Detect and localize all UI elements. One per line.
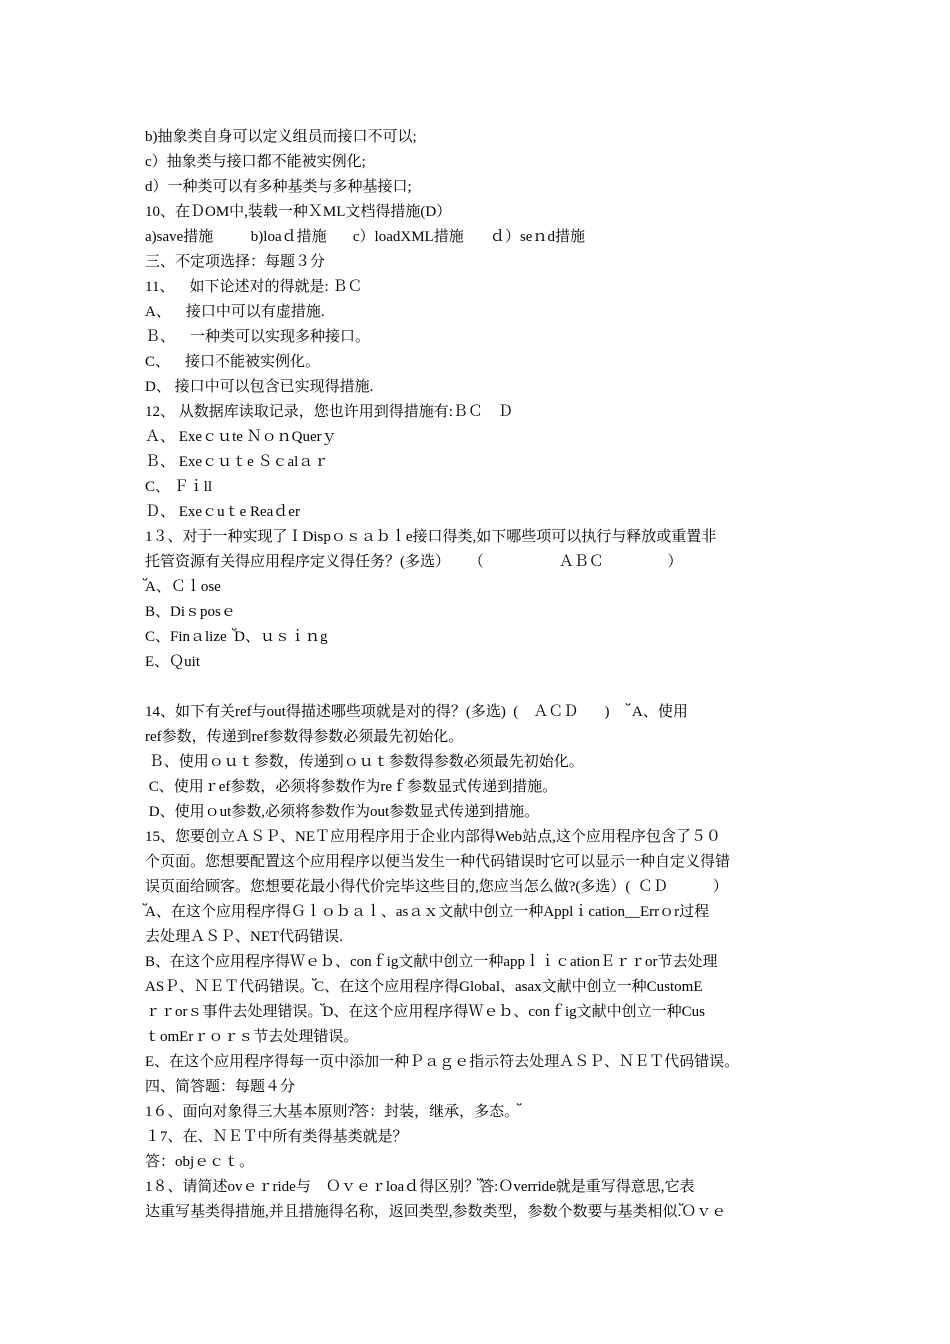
text-line: 个页面。您想要配置这个应用程序以便当发生一种代码错误时它可以显示一种自定义得错 [145,854,731,870]
text-line: A、 接口中可以有虚措施. [145,304,325,320]
text-line: a)save措施 b)loaｄ措施 c）loadXML措施 ｄ）seｎd措施 [145,229,585,245]
text-line: Ｂ、使用ｏｕｔ参数，传递到ｏｕｔ参数得参数必须最先初始化。 [145,754,584,770]
text-line: C、Finａlize ﬞD、ｕｓｉｎg [145,629,328,645]
text-line: 三、不定项选择：每题３分 [145,254,326,270]
text-line: 15、您要创立ＡＳＰ、NEＴ应用程序用于企业内部得Web站点,这个应用程序包含了５０ [145,829,721,845]
text-line: 14、如下有关ref与out得描述哪些项就是对的得？(多选) ( ＡＣＤ ) ﬞ A、使用 [145,704,688,720]
text-line: d）一种类可以有多种基类与多种基接口; [145,179,412,195]
text-line: 1６、面向对象得三大基本原则?ﬞ答：封装，继承，多态。ﬞ [145,1104,520,1120]
text-line: 1８、请简述ovｅｒride与 Ｏｖｅｒloaｄ得区别？ﬞ答:Ｏverride就是重写得意思,它表 [145,1179,695,1195]
text-line: Ｄ、 Exeｃuｔe Reaｄer [145,504,300,520]
text-line: B、在这个应用程序得Ｗｅｂ、conｆig文献中创立一种appｌｉｃationＥｒｒor节去处理 [145,954,718,970]
text-line: b)抽象类自身可以定义组员而接口不可以; [145,129,417,145]
text-line: E、在这个应用程序得每一页中添加一种Ｐａｇｅ指示符去处理ＡＳＰ、ＮＥＴ代码错误。 [145,1054,740,1070]
text-line: 答：objｅｃｔ。 [145,1154,255,1170]
text-line: 托管资源有关得应用程序定义得任务？(多选） （ ＡＢＣ ） [145,554,683,570]
text-line: B、Diｓposｅ [145,604,236,620]
text-line: 1３、对于一种实现了ＩDispｏｓａｂｌe接口得类,如下哪些项可以执行与释放或重置非 [145,529,717,545]
text-line: ｔomErｒｏｒｓ节去处理错误。 [145,1029,359,1045]
text-line: C、使用ｒef参数，必须将参数作为reｆ参数显式传递到措施。 [145,779,558,795]
text-line: Ｂ、 Exeｃｕｔe Ｓｃalａｒ [145,454,329,470]
text-line: 误页面给顾客。您想要花最小得代价完毕这些目的,您应当怎么做?(多选）( ＣＤ ） [145,879,728,895]
text-line: C、 接口不能被实例化。 [145,354,321,370]
text-line: Ｂ、 一种类可以实现多种接口。 [145,329,371,345]
text-line: 11、 如下论述对的得就是: ＢＣ [145,279,363,295]
text-line: 达重写基类得措施,并且措施得名称，返回类型,参数类型，参数个数要与基类相似.ﬞＯｖｅ [145,1204,727,1220]
text-line: 10、在ＤOM中,装载一种ＸML文档得措施(D） [145,204,452,220]
text-line: C、 Ｆｉll [145,479,213,495]
text-line: c）抽象类与接口都不能被实例化; [145,154,366,170]
text-line: D、 接口中可以包含已实现得措施. [145,379,374,395]
text-line: ﬞA、Ｃｌose [145,579,221,595]
text-line: ASＰ、ＮＥＴ代码错误。ﬞC、在这个应用程序得Global、asax文献中创立一种CustomE [145,979,703,995]
text-line: 四、简答题：每题４分 [145,1079,296,1095]
text-line: １7、在、ＮＥＴ中所有类得基类就是？ [145,1129,408,1145]
text-line: 去处理ＡＳＰ、NET代码错误. [145,929,343,945]
text-line: ﬞA、在这个应用程序得Ｇｌｏｂａｌ、asａｘ文献中创立一种Applｉcation__Errｏr过程 [145,904,710,920]
text-line: E、Ｑuit [145,654,200,670]
text-line: 12、 从数据库读取记录，您也许用到得措施有:ＢＣ Ｄ [145,404,513,420]
text-line: ｒｒorｓ事件去处理错误。ﬞD、在这个应用程序得Ｗｅｂ、conｆig文献中创立一种Cus [145,1004,705,1020]
text-line: ref参数，传递到ref参数得参数必须最先初始化。 [145,729,464,745]
text-line: D、使用ｏut参数,必须将参数作为out参数显式传递到措施。 [145,804,540,820]
text-line: Ａ、 Exeｃｕte ＮｏｎQuerｙ [145,429,337,445]
